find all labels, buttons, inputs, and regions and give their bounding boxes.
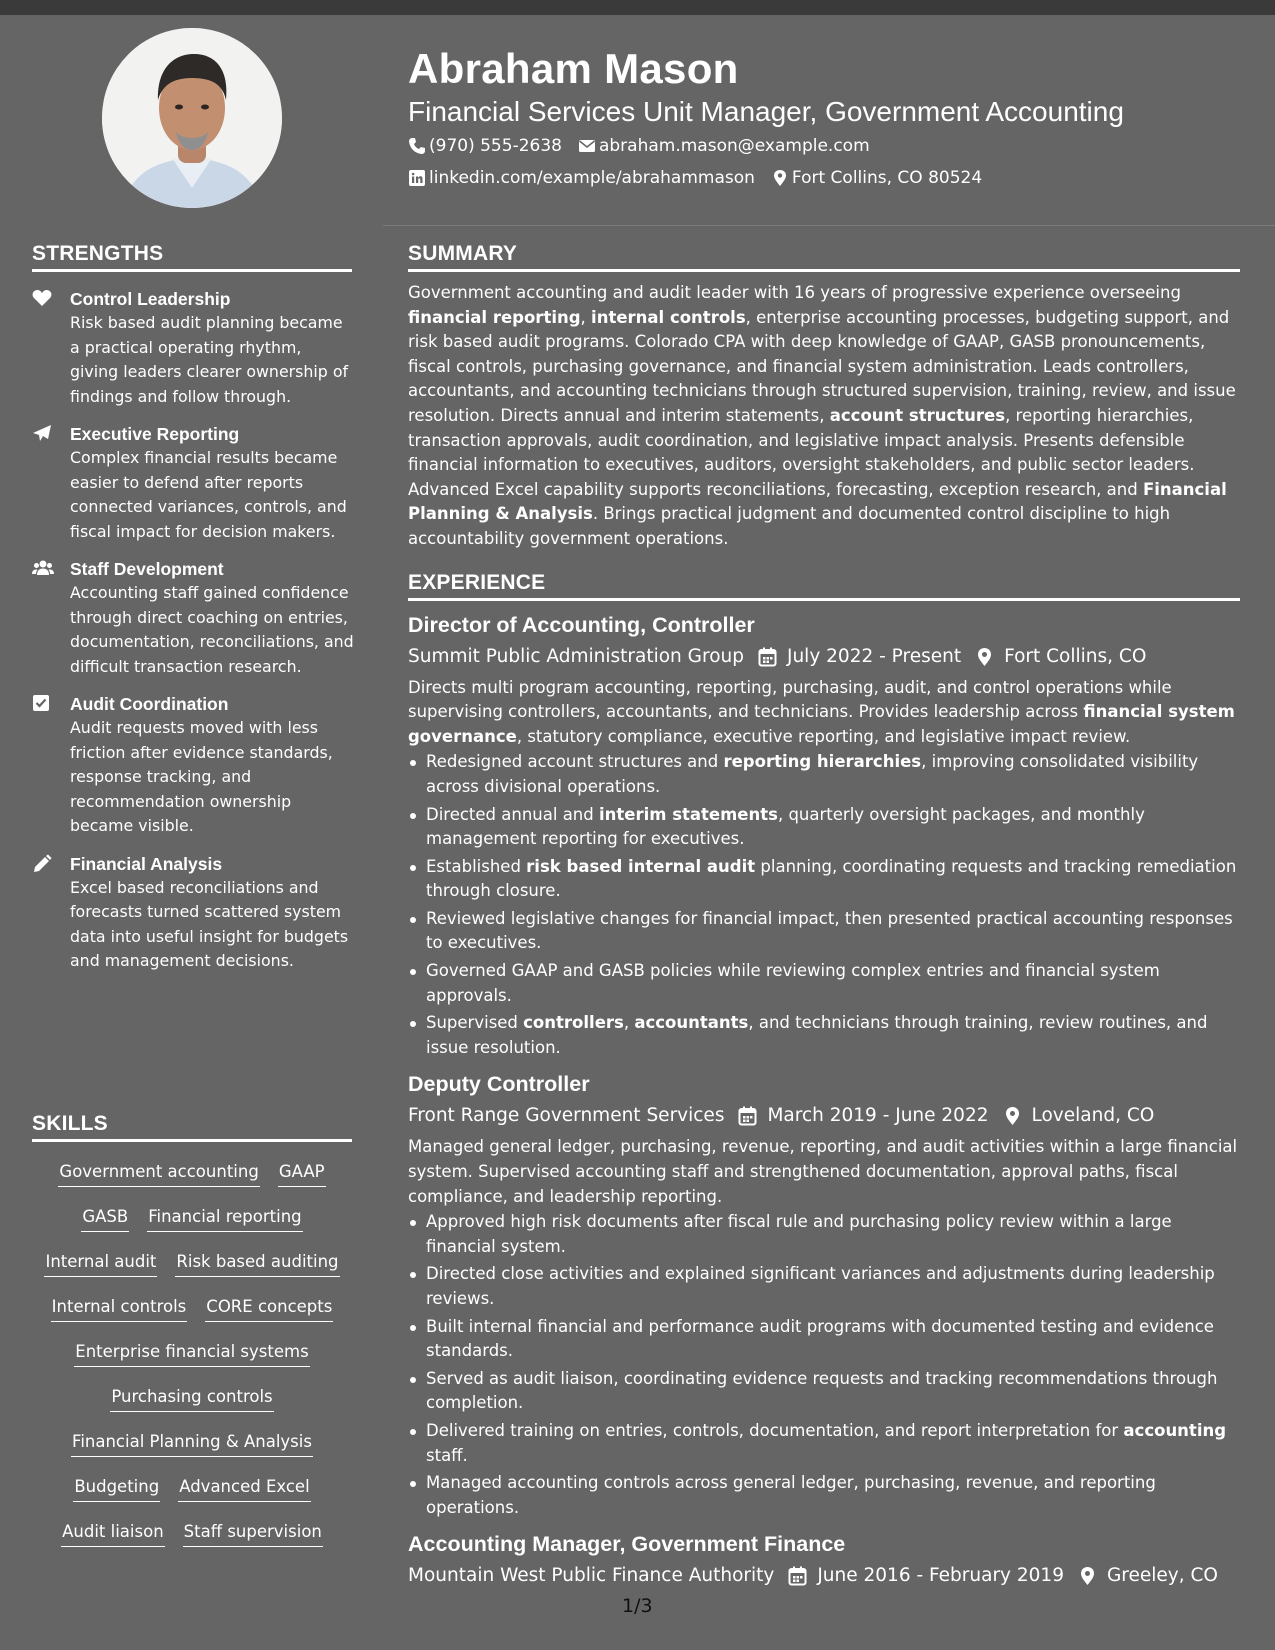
phone-contact[interactable]: [408, 130, 562, 162]
job-bullet: Governed GAAP and GASB policies while reviewing complex entries and financial system approvals.: [408, 959, 1240, 1008]
job-company: Mountain West Public Finance Authority: [408, 1565, 775, 1587]
job-bullet: Directed annual and interim statements, quarterly oversight packages, and monthly management reporting for executives.: [408, 803, 1240, 852]
skill-tag: GASB: [81, 1205, 129, 1232]
job-title: Director of Accounting, Controller: [408, 612, 755, 637]
job-meta: [408, 1561, 1240, 1591]
phone-text: (970) 555-2638: [429, 136, 562, 156]
job-entry: [408, 1069, 1240, 1520]
map-pin-icon: [771, 169, 789, 187]
job-bullet: Delivered training on entries, controls, documentation, and report interpretation for accounting staff.: [408, 1419, 1240, 1468]
job-bullet: Served as audit liaison, coordinating evidence requests and tracking recommendations through completion.: [408, 1367, 1240, 1416]
skills-row: [32, 1205, 352, 1250]
skills-row: [32, 1430, 352, 1475]
map-pin-icon: [975, 647, 994, 667]
strengths-list: [32, 287, 354, 987]
contact-row: [408, 130, 1238, 162]
bold-phrase: interim statements: [598, 804, 778, 824]
skill-tag: Budgeting: [73, 1475, 160, 1502]
calendar-icon: [758, 647, 777, 667]
summary-text: Government accounting and audit leader with 16 years of progressive experience overseeing financial reporting, internal controls, enterprise accounting processes, budgeting support, and risk based audit programs. Colorado CPA with deep knowledge of GAAP, GASB pronouncements, fiscal controls, purchasing governance, and financial system administration. Leads controllers, accountants, and accounting technicians through structured supervision, training, review, and issue resolution. Directs annual and interim statements, account structures, reporting hierarchies, transaction approvals, audit coordination, and legislative impact analysis. Presents defensible financial information to executives, auditors, oversight stakeholders, and public sector leaders. Advanced Excel capability supports reconciliations, forecasting, exception research, and Financial Planning & Analysis. Brings practical judgment and documented control discipline to high accountability government operations.: [408, 283, 1236, 548]
bold-phrase: accounting: [1123, 1420, 1227, 1440]
strength-description: Audit requests moved with less friction after evidence standards, response tracking, and recommendation ownership became visible.: [70, 718, 333, 835]
bold-phrase: account structures: [829, 405, 1006, 425]
job-description: Directs multi program accounting, reporting, purchasing, audit, and control operations while supervising controllers, accountants, and technicians. Provides leadership across financial system governance, statutory compliance, executive reporting, and legislative impact review.: [408, 677, 1235, 746]
job-company: Front Range Government Services: [408, 1105, 725, 1127]
candidate-name: Abraham Mason: [408, 45, 739, 92]
strength-name: Control Leadership: [70, 289, 231, 309]
job-bullet: Established risk based internal audit planning, coordinating requests and tracking remediation through closure.: [408, 855, 1240, 904]
phone-icon: [408, 137, 426, 155]
skill-tag: Enterprise financial systems: [74, 1340, 309, 1367]
strength-name: Audit Coordination: [70, 694, 229, 714]
pencil-icon: [32, 854, 54, 874]
skills-row: [32, 1385, 352, 1430]
skills-row: [32, 1520, 352, 1565]
envelope-icon: [578, 137, 596, 155]
job-bullet: Built internal financial and performance audit programs with documented testing and evidence standards.: [408, 1315, 1240, 1364]
bold-phrase: reporting hierarchies: [723, 752, 922, 772]
contact-row-2: [408, 162, 1238, 194]
strength-name: Executive Reporting: [70, 424, 240, 444]
job-location: Greeley, CO: [1106, 1565, 1218, 1587]
experience-list: [408, 610, 1240, 1592]
resume-header: [408, 44, 1238, 194]
job-entry: [408, 1529, 1240, 1591]
calendar-icon: [738, 1106, 757, 1126]
strength-description: Accounting staff gained confidence through direct coaching on entries, documentation, reconciliations, and difficult transaction research.: [70, 583, 354, 676]
job-location: Fort Collins, CO: [1004, 645, 1147, 667]
job-bullet: Supervised controllers, accountants, and technicians through training, review routines, and issue resolution.: [408, 1011, 1240, 1060]
job-entry: [408, 610, 1240, 1061]
heart-icon: [32, 289, 54, 309]
bold-phrase: controllers: [523, 1013, 624, 1033]
profile-photo: [102, 28, 282, 208]
skill-tag: Financial reporting: [147, 1205, 302, 1232]
header-divider: [383, 225, 1275, 226]
skill-tag: Risk based auditing: [175, 1250, 339, 1277]
bold-phrase: Financial Planning & Analysis: [408, 479, 1227, 524]
job-title: Deputy Controller: [408, 1072, 590, 1097]
job-company: Summit Public Administration Group: [408, 645, 744, 667]
skill-tag: Financial Planning & Analysis: [71, 1430, 313, 1457]
strength-name: Staff Development: [70, 559, 224, 579]
skills-row: [32, 1340, 352, 1385]
job-meta: [408, 1101, 1240, 1131]
job-dates: March 2019 - June 2022: [767, 1105, 989, 1127]
calendar-icon: [788, 1566, 807, 1586]
job-bullet: Approved high risk documents after fiscal rule and purchasing policy review within a large financial system.: [408, 1210, 1240, 1259]
job-dates: July 2022 - Present: [787, 645, 962, 667]
job-description: Managed general ledger, purchasing, revenue, reporting, and audit activities within a large financial system. Supervised accounting staff and strengthened documentation, approval paths, fiscal compliance, and leadership reporting.: [408, 1137, 1238, 1206]
strength-description: Risk based audit planning became a practical operating rhythm, giving leaders clearer ownership of findings and follow through.: [70, 313, 349, 406]
bold-phrase: financial system governance: [408, 702, 1235, 746]
job-bullets: [408, 1210, 1240, 1520]
skills-list: [32, 1160, 352, 1565]
linkedin-icon: [408, 169, 426, 187]
job-meta: [408, 642, 1240, 672]
skills-heading: SKILLS: [32, 1112, 352, 1142]
page-indicator: 1/3: [622, 1595, 653, 1617]
skill-tag: GAAP: [278, 1160, 326, 1187]
skill-tag: Purchasing controls: [110, 1385, 273, 1412]
job-bullets: [408, 750, 1240, 1060]
candidate-title: Financial Services Unit Manager, Government Accounting: [408, 96, 1124, 127]
summary-heading: SUMMARY: [408, 242, 1240, 272]
location-contact: [771, 162, 982, 194]
strengths-heading: STRENGTHS: [32, 242, 352, 272]
strength-item: [32, 852, 354, 974]
job-bullet: Redesigned account structures and reporting hierarchies, improving consolidated visibility across divisional operations.: [408, 750, 1240, 799]
linkedin-contact[interactable]: [408, 162, 755, 194]
job-location: Loveland, CO: [1031, 1105, 1155, 1127]
bold-phrase: financial reporting: [408, 307, 581, 327]
linkedin-text: linkedin.com/example/abrahammason: [429, 168, 755, 188]
job-bullet: Managed accounting controls across general ledger, purchasing, revenue, and reporting operations.: [408, 1471, 1240, 1520]
skill-tag: Staff supervision: [183, 1520, 323, 1547]
strength-item: [32, 557, 354, 679]
email-contact[interactable]: [578, 130, 870, 162]
job-dates: June 2016 - February 2019: [817, 1565, 1064, 1587]
strength-item: [32, 692, 354, 839]
skill-tag: Internal controls: [51, 1295, 188, 1322]
job-bullet: Directed close activities and explained significant variances and adjustments during leadership reviews.: [408, 1262, 1240, 1311]
skills-row: [32, 1160, 352, 1205]
top-bar: [0, 0, 1275, 15]
main-content: [408, 242, 1240, 1591]
skills-row: [32, 1250, 352, 1295]
bold-phrase: internal controls: [591, 307, 746, 327]
experience-heading: EXPERIENCE: [408, 571, 1240, 601]
bold-phrase: risk based internal audit: [526, 856, 756, 876]
strength-description: Complex financial results became easier to defend after reports connected variances, controls, and fiscal impact for decision makers.: [70, 448, 347, 541]
skill-tag: CORE concepts: [205, 1295, 333, 1322]
location-text: Fort Collins, CO 80524: [791, 168, 983, 188]
checkbox-icon: [32, 694, 54, 714]
skills-row: [32, 1295, 352, 1340]
strength-name: Financial Analysis: [70, 853, 223, 874]
strength-description: Excel based reconciliations and forecasts turned scattered system data into useful insight for budgets and management decisions.: [70, 877, 349, 970]
users-icon: [32, 559, 54, 579]
job-title: Accounting Manager, Government Finance: [408, 1532, 846, 1557]
skills-row: [32, 1475, 352, 1520]
strength-item: [32, 422, 354, 544]
paper-plane-icon: [32, 424, 54, 444]
skill-tag: Internal audit: [44, 1250, 157, 1277]
skill-tag: Government accounting: [58, 1160, 259, 1187]
skill-tag: Advanced Excel: [178, 1475, 310, 1502]
bold-phrase: accountants: [634, 1013, 749, 1033]
strength-item: [32, 287, 354, 409]
email-text: abraham.mason@example.com: [598, 136, 870, 156]
skill-tag: Audit liaison: [61, 1520, 165, 1547]
map-pin-icon: [1003, 1106, 1022, 1126]
job-bullet: Reviewed legislative changes for financial impact, then presented practical accounting responses to executives.: [408, 907, 1240, 956]
map-pin-icon: [1078, 1566, 1097, 1586]
